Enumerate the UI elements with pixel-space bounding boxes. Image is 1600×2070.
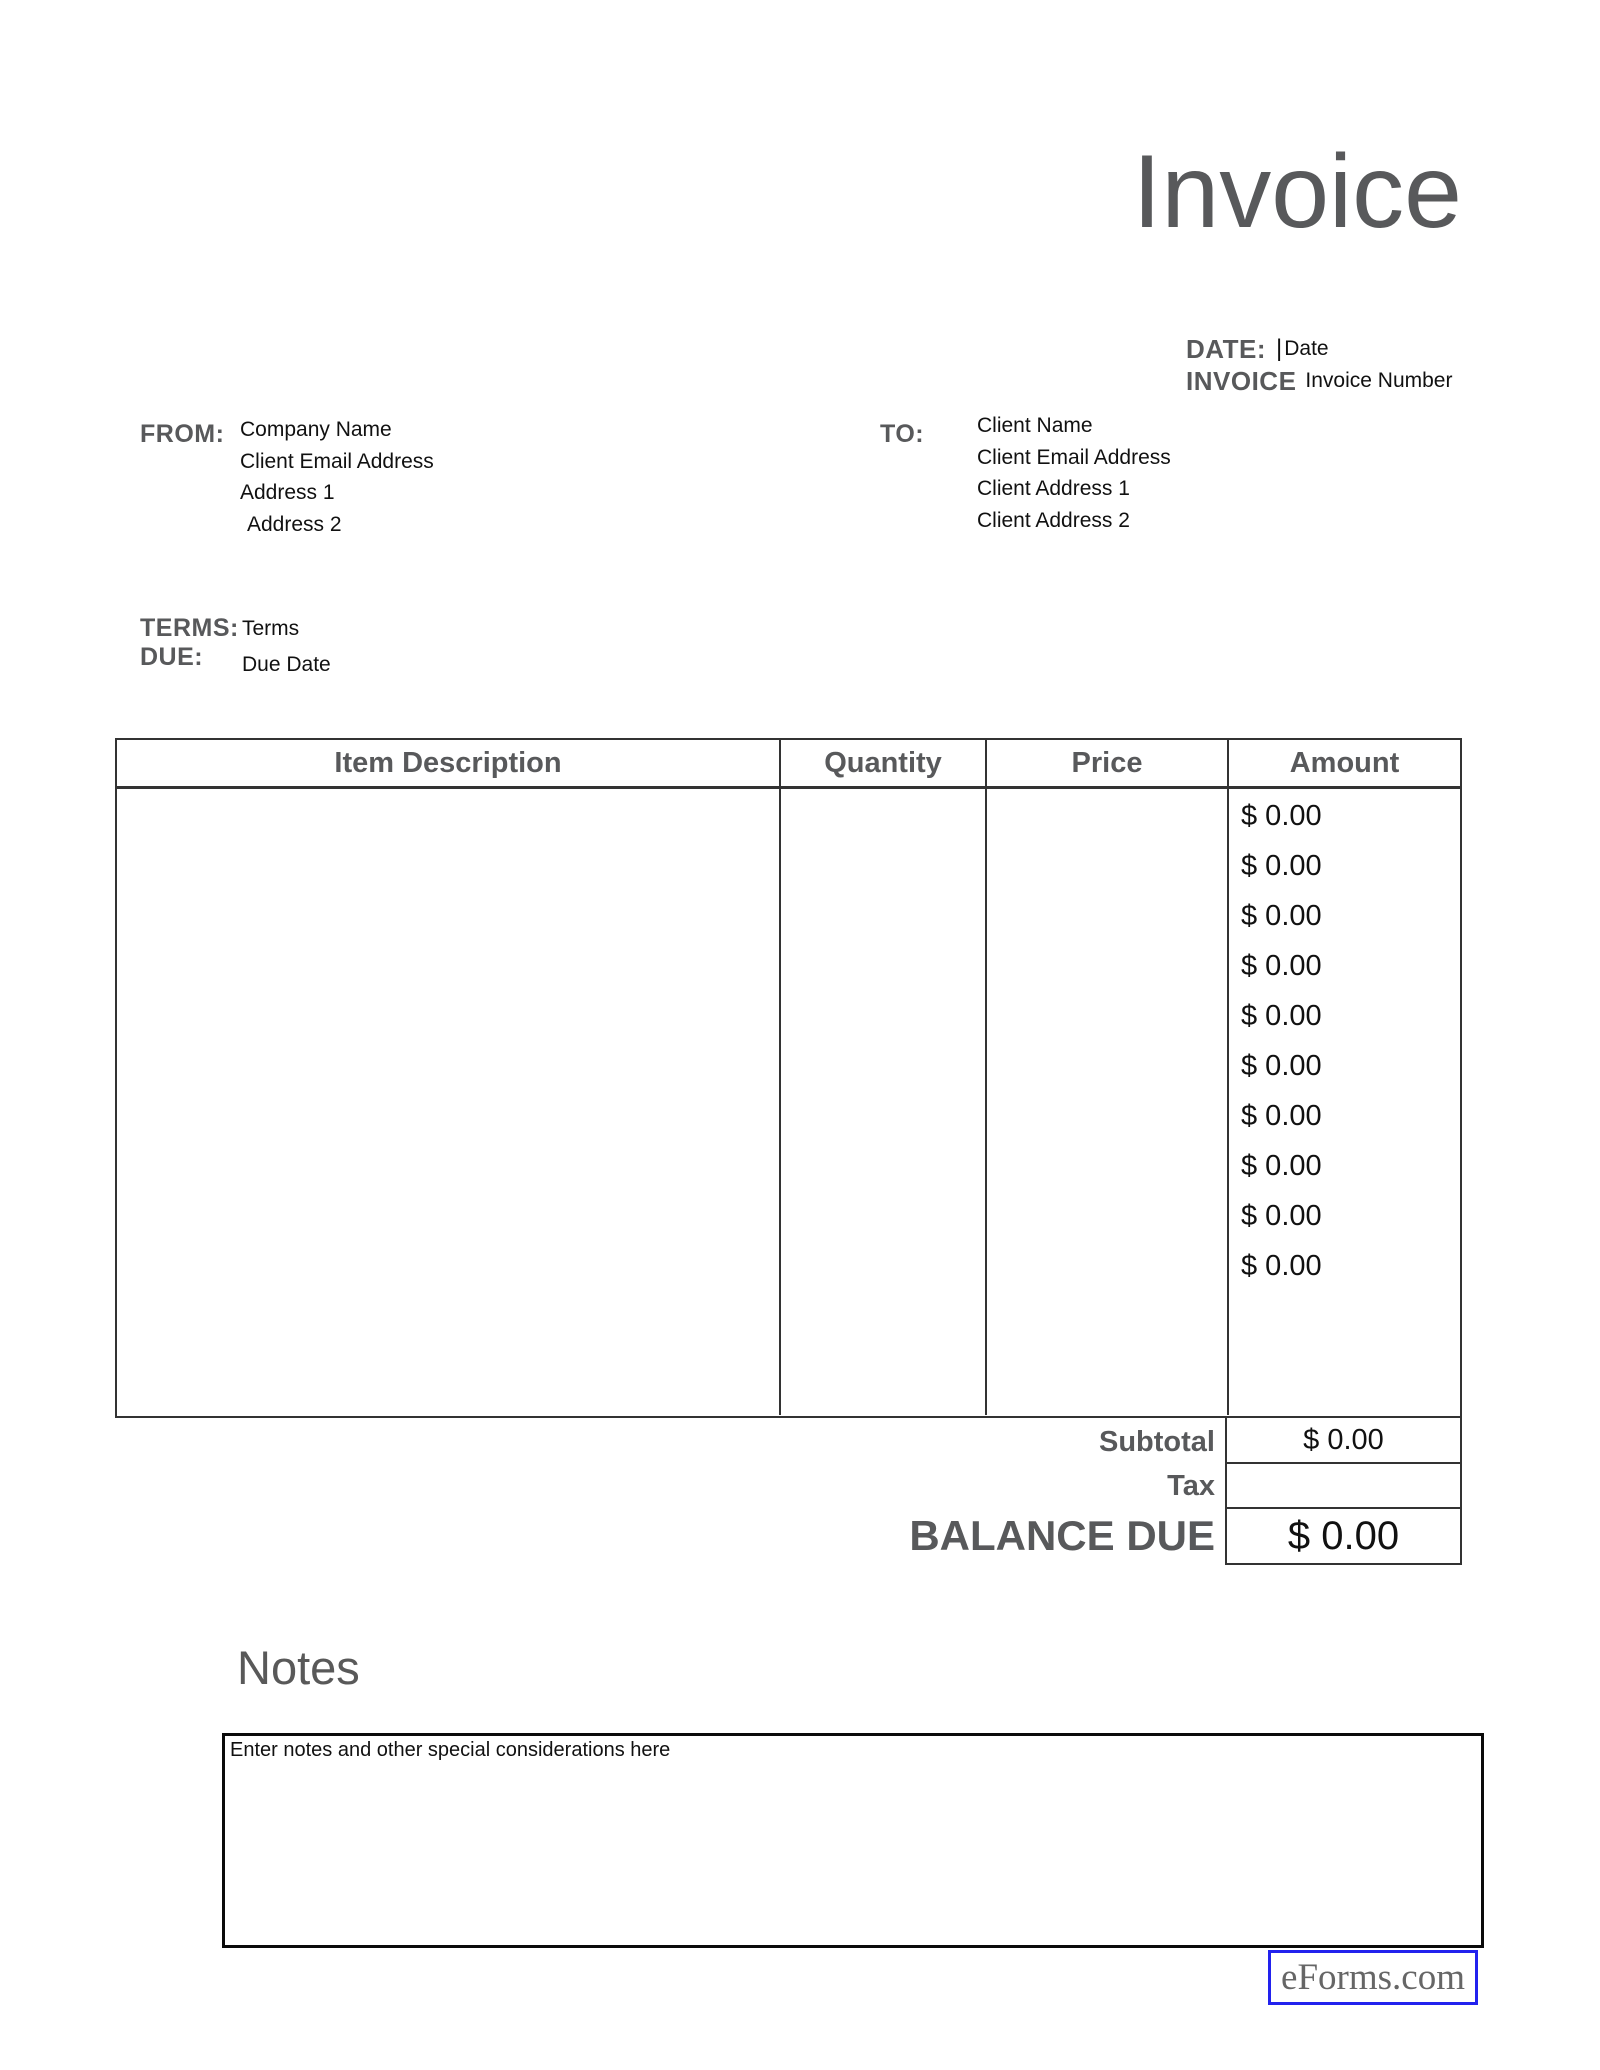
- date-row: [1186, 333, 1452, 365]
- invoice-number-field[interactable]: Invoice Number: [1305, 369, 1453, 392]
- amount-value[interactable]: $ 0.00: [1241, 950, 1322, 982]
- page-title: Invoice: [1132, 134, 1462, 250]
- column-header-amount: Amount: [1289, 746, 1400, 779]
- amount-column[interactable]: [1229, 789, 1460, 1415]
- price-cell[interactable]: [987, 789, 1229, 1415]
- terms-field[interactable]: Terms: [242, 617, 300, 640]
- to-field[interactable]: Client Name: [977, 414, 1093, 437]
- date-field[interactable]: Date: [1284, 337, 1329, 360]
- amount-value[interactable]: $ 0.00: [1241, 1200, 1322, 1232]
- to-label: TO:: [880, 420, 925, 448]
- date-label: DATE:: [1186, 333, 1267, 364]
- text-cursor: |: [1276, 335, 1283, 362]
- invoice-number-label: INVOICE: [1186, 365, 1297, 396]
- subtotal-label: Subtotal: [1099, 1426, 1215, 1458]
- due-label: DUE:: [140, 643, 204, 671]
- amount-value[interactable]: $ 0.00: [1241, 1000, 1322, 1032]
- tax-value-cell[interactable]: [1225, 1462, 1462, 1509]
- invoice-meta: [1186, 333, 1452, 397]
- terms-label: TERMS:: [140, 614, 239, 642]
- from-field[interactable]: Client Email Address: [240, 449, 434, 473]
- amount-value[interactable]: $ 0.00: [1241, 1100, 1322, 1132]
- amount-value[interactable]: $ 0.00: [1241, 800, 1322, 832]
- notes-heading: Notes: [237, 1641, 360, 1694]
- amount-value[interactable]: $ 0.00: [1241, 850, 1322, 882]
- column-header-quantity: Quantity: [781, 740, 987, 786]
- to-field[interactable]: Client Email Address: [977, 445, 1171, 469]
- to-field[interactable]: Client Address 1: [977, 477, 1130, 500]
- amount-value[interactable]: $ 0.00: [1241, 900, 1322, 932]
- balance-due-label: BALANCE DUE: [909, 1512, 1215, 1559]
- to-address-fields[interactable]: [977, 410, 1171, 536]
- tax-label: Tax: [1167, 1470, 1215, 1502]
- quantity-cell[interactable]: [781, 789, 987, 1415]
- due-date-field[interactable]: Due Date: [242, 653, 331, 676]
- table-header-row: [117, 740, 1460, 789]
- notes-field[interactable]: Enter notes and other special considerations here: [222, 1733, 1484, 1948]
- amount-value[interactable]: $ 0.00: [1241, 1150, 1322, 1182]
- column-header-price: Price: [987, 740, 1229, 786]
- line-items-table: [115, 738, 1462, 1418]
- subtotal-value-cell[interactable]: $ 0.00: [1225, 1416, 1462, 1464]
- amount-value[interactable]: $ 0.00: [1241, 1250, 1322, 1282]
- item-description-cell[interactable]: [117, 789, 781, 1415]
- from-field[interactable]: Company Name: [240, 418, 392, 441]
- to-field[interactable]: Client Address 2: [977, 508, 1130, 532]
- eforms-link[interactable]: eForms.com: [1268, 1950, 1478, 2005]
- from-address-fields[interactable]: [240, 414, 434, 540]
- table-body: [117, 789, 1460, 1415]
- amount-value[interactable]: $ 0.00: [1241, 1050, 1322, 1082]
- from-field[interactable]: Address 2: [247, 512, 342, 536]
- from-label: FROM:: [140, 420, 225, 448]
- from-field[interactable]: Address 1: [240, 481, 335, 504]
- invoice-number-row: [1186, 365, 1452, 397]
- balance-due-value-cell[interactable]: $ 0.00: [1225, 1507, 1462, 1565]
- column-header-item-description: Item Description: [117, 740, 781, 786]
